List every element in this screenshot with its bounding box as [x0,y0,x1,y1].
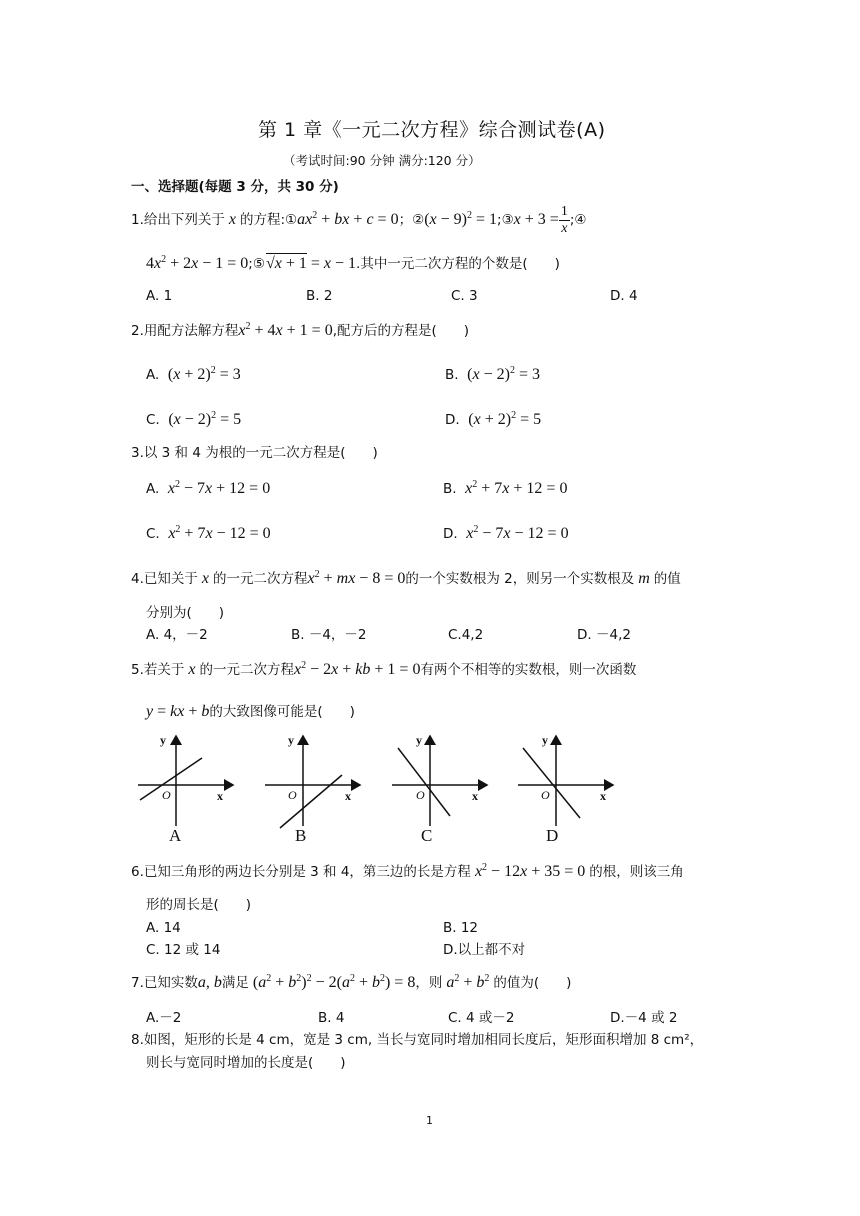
graph-c-y-label: y [416,733,422,747]
q3-option-d[interactable]: D. $x^2 - 7x - 12 = 0$ [443,524,569,542]
question-5: 5.若关于 x 的一元二次方程$x^2 - 2x$ + kb + 1 = 0有两个不相等的实数根，则一次函数 [131,660,637,678]
q6-option-b[interactable]: B. 12 [443,920,479,936]
question-7: 7.已知实数a, b满足 $(a^2 + b^2)^2 - 2(a^2 + b^2) = 8$，则 $a^2 + b^2$ 的值为( ) [131,973,572,991]
question-1: 1. 给出下列关于 x 的方程:① $ax^2$ + bx + c = 0 ；② $(x - 9)^2 = 1$ ;③ x + 3 = $\frac{1}{x}$ ;④ [131,203,587,236]
question-5-line2: y = kx + b的大致图像可能是( ) [146,703,355,720]
q2-equation: $x^2 + 4x + 1 = 0$ [238,321,333,339]
q1-option-a[interactable]: A. 1 [146,288,173,304]
q5-equation: $x^2 - 2x$ + kb + 1 = 0 [294,660,421,678]
q1-option-c[interactable]: C. 3 [451,288,478,304]
q3-option-b[interactable]: B. $x^2 + 7x + 12 = 0$ [443,479,568,497]
graph-b-y-label: y [288,733,294,747]
q4-option-a[interactable]: A. 4，－2 [146,627,208,643]
graph-a-label: A [169,826,182,845]
graph-d-origin: O [541,788,550,802]
q3-option-a[interactable]: A. $x^2 - 7x + 12 = 0$ [146,479,271,497]
q7-option-b[interactable]: B. 4 [318,1010,345,1026]
q1-option-b[interactable]: B. 2 [306,288,333,304]
question-1-line2: $4x^2 + 2x - 1$ = 0;⑤√x + 1 = x − 1.其中一元二次方程的个数是( ) [146,254,560,272]
section-heading: 一、选择题(每题 3 分，共 30 分) [131,179,339,195]
question-6: 6.已知三角形的两边长分别是 3 和 4，第三边的长是方程 $x^2 - 12x + 35 = 0$ 的根，则该三角 [131,862,684,880]
q7-equation: $(a^2 + b^2)^2 - 2(a^2 + b^2) = 8$ [248,973,416,991]
q1-option-d[interactable]: D. 4 [610,288,638,304]
q4-option-b[interactable]: B. －4，－2 [291,627,367,643]
eq-2: $(x - 9)^2 = 1$ [424,210,498,228]
q2-option-b[interactable]: B. $(x - 2)^2 = 3$ [445,365,540,383]
question-4: 4.已知关于 x 的一元二次方程$x^2$ + mx − 8 = 0的一个实数根为 2，则另一个实数根及 m 的值 [131,569,681,587]
graph-c-x-label: x [472,789,478,803]
graph-b-x-label: x [345,789,351,803]
eq-5: √x + 1 = x − 1 [265,255,357,272]
question-4-line2: 分别为( ) [146,605,225,621]
q2-option-c[interactable]: C. $(x - 2)^2 = 5$ [146,410,242,428]
q6-equation: $x^2 - 12x + 35 = 0$ [474,862,590,880]
q3-option-c[interactable]: C. $x^2 + 7x - 12 = 0$ [146,524,271,542]
graph-a-x-label: x [217,789,223,803]
graph-a-origin: O [162,788,171,802]
q4-equation: $x^2$ + mx − 8 = 0 [307,569,406,587]
graph-a[interactable] [138,736,233,826]
question-8: 8.如图，矩形的长是 4 cm，宽是 3 cm, 当长与宽同时增加相同长度后，矩形面积增加 8 cm²， [131,1032,704,1048]
question-3: 3.以 3 和 4 为根的一元二次方程是( ) [131,445,378,461]
graph-a-y-label: y [160,733,166,747]
graph-b-origin: O [288,788,297,802]
graph-d-x-label: x [600,789,606,803]
question-8-line2: 则长与宽同时增加的长度是( ) [146,1055,346,1071]
q1-number: 1. [131,212,144,228]
question-6-line2: 形的周长是( ) [146,897,252,913]
eq-4: $4x^2 + 2x - 1 = 0$ [146,254,249,272]
graph-c-origin: O [416,788,425,802]
graph-b[interactable] [265,736,360,828]
exam-info: （考试时间:90 分钟 满分:120 分） [283,153,481,168]
eq-3: x + 3 = [513,211,559,228]
fraction-1-over-x: $\frac{1}{x}$ [560,203,568,236]
q4-option-c[interactable]: C.4,2 [448,627,484,643]
graph-d-y-label: y [542,733,548,747]
graph-c[interactable] [392,736,487,826]
graph-b-label: B [295,826,307,845]
q2-option-d[interactable]: D. $(x + 2)^2 = 5$ [445,410,542,428]
q7-option-a[interactable]: A.－2 [146,1010,182,1026]
graph-d[interactable] [518,736,613,826]
q6-option-c[interactable]: C. 12 或 14 [146,942,221,958]
q6-option-d[interactable]: D.以上都不对 [443,942,526,958]
q6-option-a[interactable]: A. 14 [146,920,181,936]
page-title: 第 1 章《一元二次方程》综合测试卷(A) [258,119,606,141]
q5-function: y = kx + b [146,703,210,720]
q7-option-d[interactable]: D.－4 或 2 [610,1010,678,1026]
question-2: 2.用配方法解方程$x^2 + 4x + 1 = 0$,配方后的方程是( ) [131,321,470,339]
page-number: 1 [426,1114,433,1127]
q2-option-a[interactable]: A. $(x + 2)^2 = 3$ [146,365,241,383]
graph-c-label: C [421,826,433,845]
q7-option-c[interactable]: C. 4 或－2 [448,1010,515,1026]
eq-1: $ax^2$ + bx + c = 0 [297,210,399,228]
graph-d-label: D [546,826,559,845]
q4-option-d[interactable]: D. －4,2 [577,627,631,643]
